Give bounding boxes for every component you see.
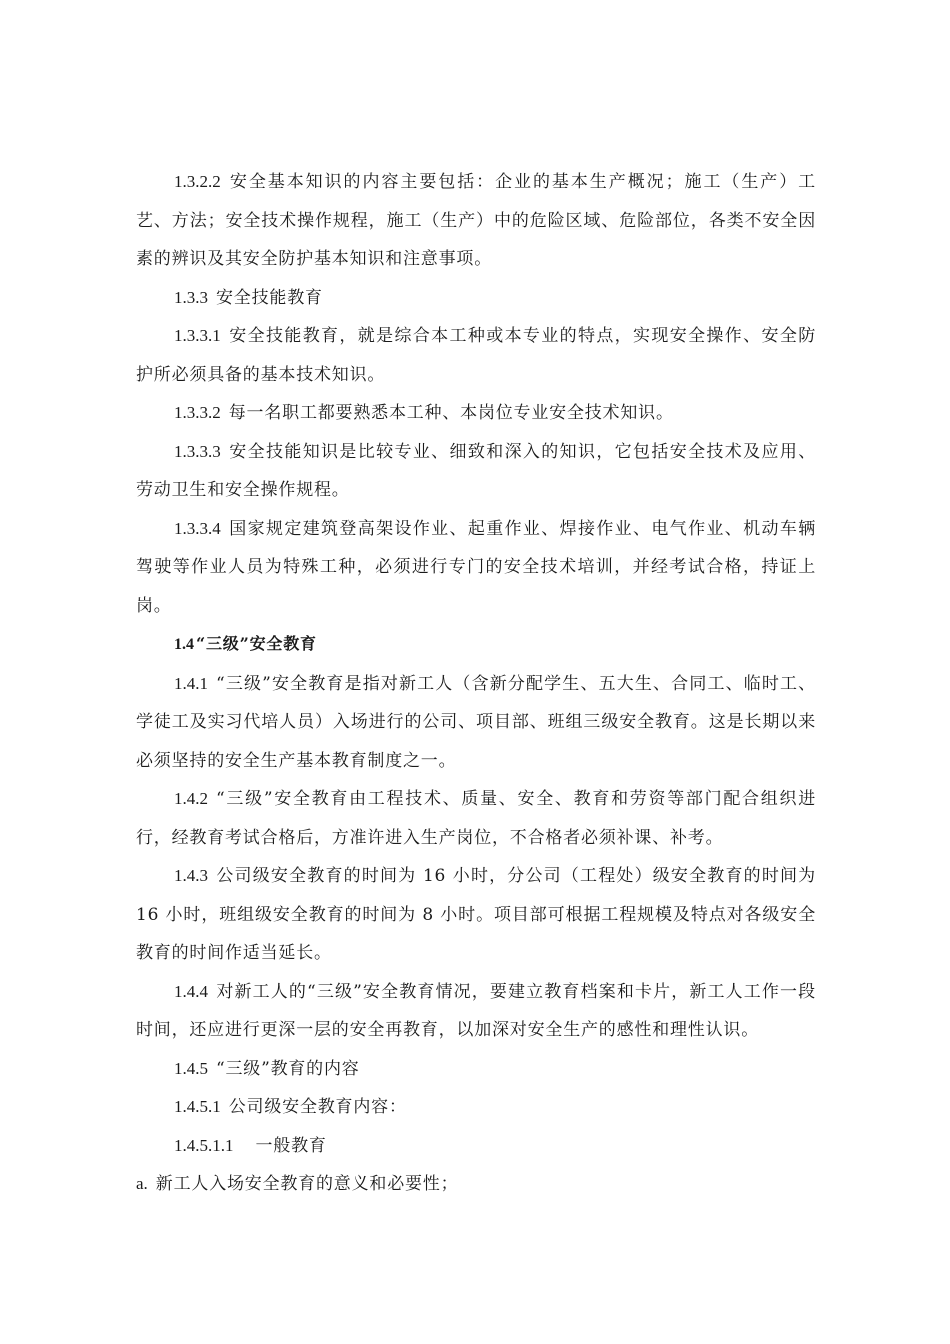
section-number: 1.4 — [174, 636, 194, 653]
section-number: 1.4.5 — [174, 1058, 208, 1078]
paragraph-text: 一般教育 — [255, 1135, 327, 1156]
section-number: 1.4.2 — [174, 789, 208, 808]
paragraph-text: 安全技能教育，就是综合本工种或本专业的特点，实现安全操作、安全防护所必须具备的基本技术知识。 — [136, 326, 816, 385]
section-number: 1.4.4 — [174, 981, 208, 1001]
paragraph-text: 安全技能知识是比较专业、细致和深入的知识，它包括安全技术及应用、劳动卫生和安全操作规程。 — [136, 441, 816, 500]
paragraph-text: “三级”安全教育是指对新工人（含新分配学生、五大生、合同工、临时工、学徒工及实习代培人员）入场进行的公司、项目部、班组三级安全教育。这是长期以来必须坚持的安全生产基本教育制度之一。 — [136, 673, 816, 771]
section-heading-text: 安全技能教育 — [216, 287, 323, 308]
section-number: 1.3.3.1 — [174, 326, 221, 345]
paragraph-text: 国家规定建筑登高架设作业、起重作业、焊接作业、电气作业、机动车辆驾驶等作业人员为特殊工种，必须进行专门的安全技术培训，并经考试合格，持证上岗。 — [136, 518, 816, 616]
paragraph-1-3-3-3 — [136, 433, 816, 510]
section-number: 1.3.3.3 — [174, 441, 221, 461]
section-heading-text: “三级”教育的内容 — [216, 1058, 360, 1079]
section-number: 1.3.2.2 — [174, 172, 221, 191]
paragraph-1-4-5 — [136, 1050, 816, 1089]
list-item-a — [136, 1165, 816, 1204]
paragraph-1-3-2-2 — [136, 163, 816, 279]
paragraph-1-4-1 — [136, 665, 816, 781]
paragraph-1-3-3-1 — [136, 317, 816, 394]
list-item-text: 新工人入场安全教育的意义和必要性； — [155, 1174, 459, 1194]
paragraph-text: 每一名职工都要熟悉本工种、本岗位专业安全技术知识。 — [228, 403, 674, 423]
section-number: 1.3.3.2 — [174, 403, 221, 422]
section-number: 1.4.5.1 — [174, 1097, 221, 1116]
document-page — [136, 163, 816, 1204]
section-heading-text: “三级”安全教育 — [196, 634, 317, 653]
section-heading-1-4 — [136, 625, 816, 665]
list-marker: a. — [136, 1174, 148, 1193]
paragraph-1-4-4 — [136, 973, 816, 1050]
paragraph-1-4-5-1-1 — [136, 1127, 816, 1166]
section-number: 1.4.1 — [174, 673, 208, 693]
paragraph-1-3-3-4 — [136, 510, 816, 626]
paragraph-1-3-3-2 — [136, 394, 816, 433]
section-number: 1.3.3.4 — [174, 518, 221, 538]
paragraph-text: 对新工人的“三级”安全教育情况，要建立教育档案和卡片，新工人工作一段时间，还应进行更深一层的安全再教育，以加深对安全生产的感性和理性认识。 — [136, 981, 816, 1040]
section-number: 1.4.3 — [174, 866, 208, 885]
paragraph-text: 公司级安全教育的时间为 16 小时，分公司（工程处）级安全教育的时间为 16 小时，班组级安全教育的时间为 8 小时。项目部可根据工程规模及特点对各级安全教育的时间作适当延长。 — [136, 866, 816, 963]
paragraph-1-4-5-1 — [136, 1088, 816, 1127]
paragraph-1-4-2 — [136, 780, 816, 857]
paragraph-1-4-3 — [136, 857, 816, 973]
paragraph-text: “三级”安全教育由工程技术、质量、安全、教育和劳资等部门配合组织进行，经教育考试合格后，方准许进入生产岗位，不合格者必须补课、补考。 — [136, 789, 816, 848]
paragraph-1-3-3 — [136, 279, 816, 318]
paragraph-text: 安全基本知识的内容主要包括：企业的基本生产概况；施工（生产）工艺、方法；安全技术操作规程，施工（生产）中的危险区域、危险部位，各类不安全因素的辨识及其安全防护基本知识和注意事项。 — [136, 172, 816, 269]
paragraph-text: 公司级安全教育内容： — [228, 1097, 407, 1117]
section-number: 1.4.5.1.1 — [174, 1135, 234, 1155]
section-number: 1.3.3 — [174, 287, 208, 307]
